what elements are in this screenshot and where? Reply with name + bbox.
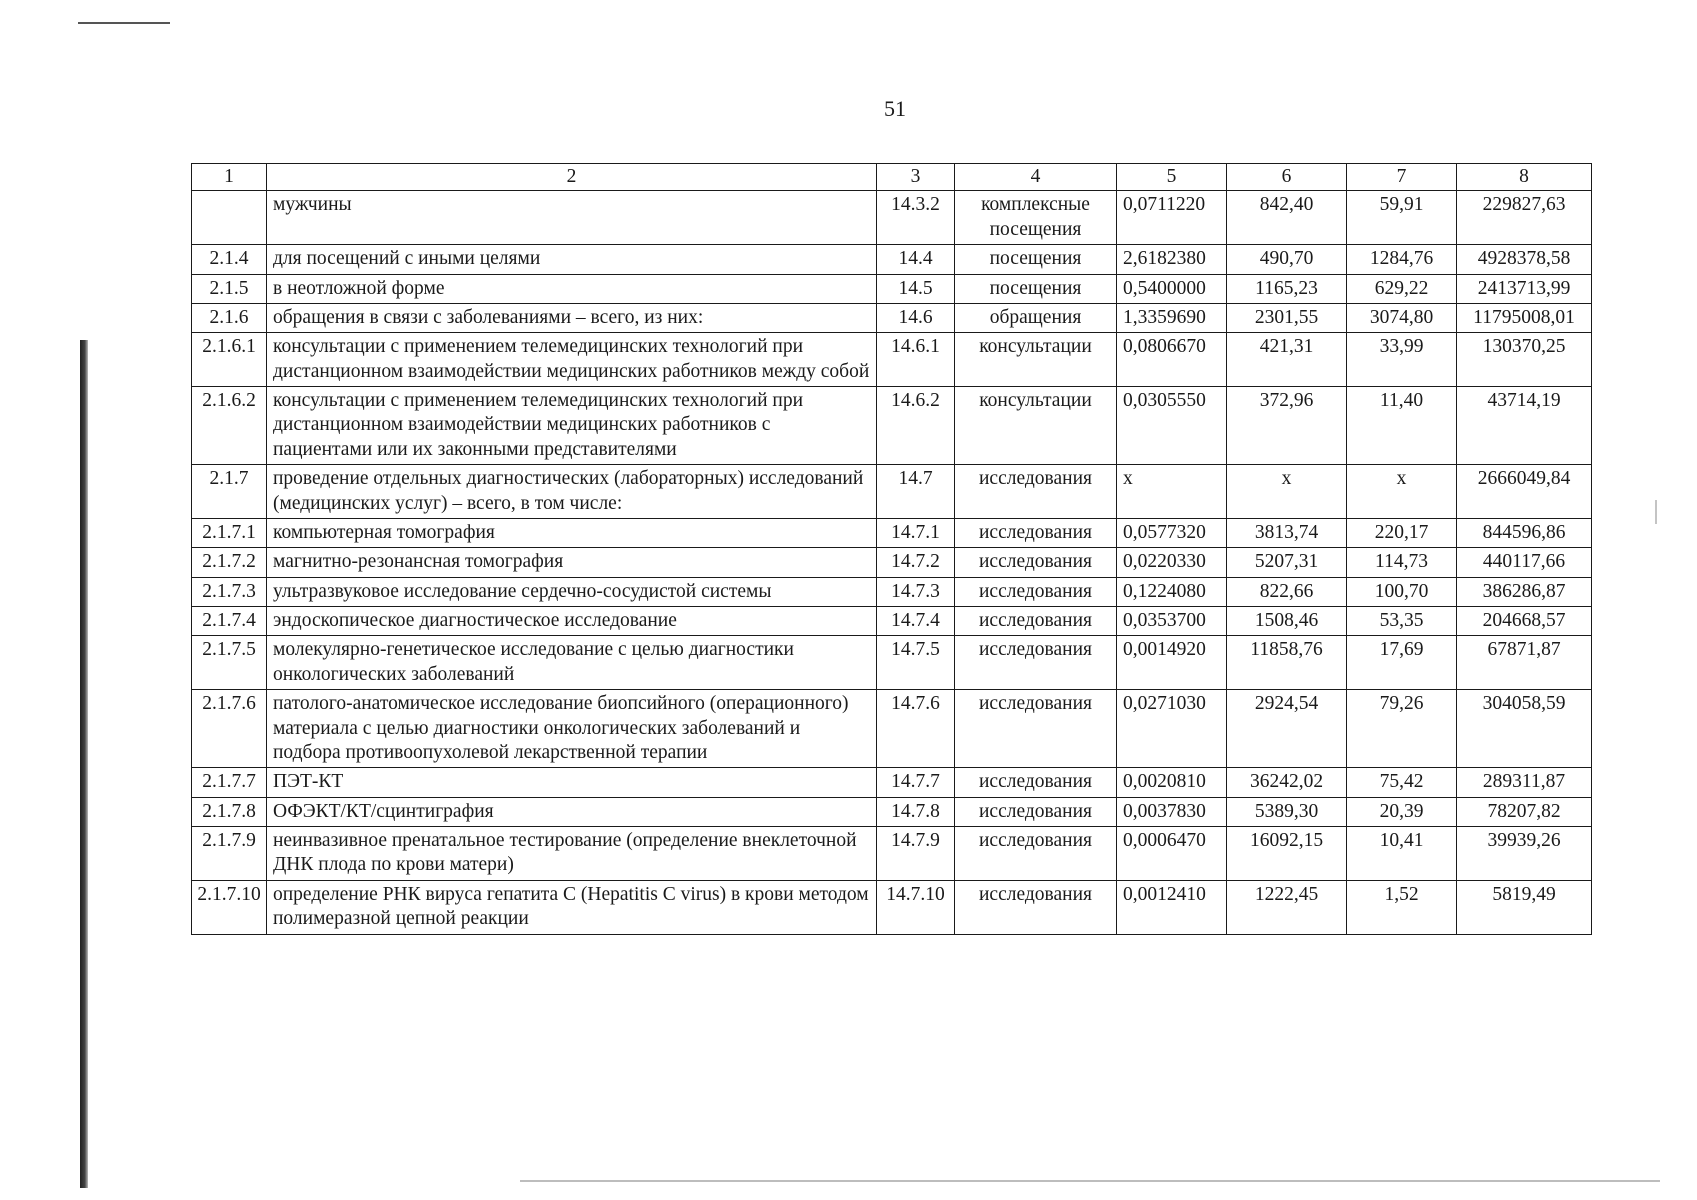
table-row bbox=[192, 768, 1592, 797]
row-value-col5: 0,1224080 bbox=[1117, 577, 1227, 606]
row-unit: исследования bbox=[955, 880, 1117, 934]
row-line-number: 14.6.2 bbox=[877, 387, 955, 465]
row-value-col6: 372,96 bbox=[1227, 387, 1347, 465]
row-value-col8: 289311,87 bbox=[1457, 768, 1592, 797]
row-code: 2.1.7.4 bbox=[192, 607, 267, 636]
row-unit: исследования bbox=[955, 465, 1117, 519]
row-code: 2.1.7.5 bbox=[192, 636, 267, 690]
row-value-col6: х bbox=[1227, 465, 1347, 519]
row-value-col8: 229827,63 bbox=[1457, 191, 1592, 245]
row-value-col8: 130370,25 bbox=[1457, 333, 1592, 387]
row-value-col6: 421,31 bbox=[1227, 333, 1347, 387]
row-unit: исследования bbox=[955, 690, 1117, 768]
row-name: проведение отдельных диагностических (лабораторных) исследований (медицинских услуг) – всего, в том числе: bbox=[267, 465, 877, 519]
row-unit: исследования bbox=[955, 577, 1117, 606]
row-value-col8: 11795008,01 bbox=[1457, 303, 1592, 332]
row-name: магнитно-резонансная томография bbox=[267, 548, 877, 577]
row-value-col7: 1,52 bbox=[1347, 880, 1457, 934]
row-line-number: 14.7.1 bbox=[877, 518, 955, 547]
table-row bbox=[192, 274, 1592, 303]
table-row bbox=[192, 880, 1592, 934]
row-value-col6: 842,40 bbox=[1227, 191, 1347, 245]
row-value-col7: 1284,76 bbox=[1347, 245, 1457, 274]
row-name: неинвазивное пренатальное тестирование (определение внеклеточной ДНК плода по крови матери) bbox=[267, 827, 877, 881]
row-value-col7: 10,41 bbox=[1347, 827, 1457, 881]
row-value-col7: 17,69 bbox=[1347, 636, 1457, 690]
row-value-col6: 822,66 bbox=[1227, 577, 1347, 606]
row-value-col8: 39939,26 bbox=[1457, 827, 1592, 881]
row-value-col5: 1,3359690 bbox=[1117, 303, 1227, 332]
row-unit: посещения bbox=[955, 245, 1117, 274]
scan-binding-shadow bbox=[80, 340, 88, 1188]
row-value-col6: 1165,23 bbox=[1227, 274, 1347, 303]
row-value-col7: 220,17 bbox=[1347, 518, 1457, 547]
table-row bbox=[192, 333, 1592, 387]
row-value-col8: 386286,87 bbox=[1457, 577, 1592, 606]
row-value-col7: 114,73 bbox=[1347, 548, 1457, 577]
row-value-col7: 75,42 bbox=[1347, 768, 1457, 797]
page-number: 51 bbox=[884, 96, 906, 121]
row-name: в неотложной форме bbox=[267, 274, 877, 303]
row-value-col5: 0,0353700 bbox=[1117, 607, 1227, 636]
row-value-col8: 2666049,84 bbox=[1457, 465, 1592, 519]
row-value-col7: 11,40 bbox=[1347, 387, 1457, 465]
row-unit: консультации bbox=[955, 333, 1117, 387]
row-value-col6: 16092,15 bbox=[1227, 827, 1347, 881]
table-body bbox=[192, 191, 1592, 934]
row-value-col6: 1222,45 bbox=[1227, 880, 1347, 934]
row-name: компьютерная томография bbox=[267, 518, 877, 547]
row-line-number: 14.7.4 bbox=[877, 607, 955, 636]
row-value-col5: 0,0220330 bbox=[1117, 548, 1227, 577]
row-value-col7: 59,91 bbox=[1347, 191, 1457, 245]
row-value-col5: 0,0006470 bbox=[1117, 827, 1227, 881]
row-line-number: 14.3.2 bbox=[877, 191, 955, 245]
column-header: 6 bbox=[1227, 164, 1347, 191]
row-code: 2.1.7.2 bbox=[192, 548, 267, 577]
row-value-col7: 79,26 bbox=[1347, 690, 1457, 768]
row-value-col8: 204668,57 bbox=[1457, 607, 1592, 636]
scan-edge-mark bbox=[520, 1180, 1660, 1182]
row-value-col5: 0,0014920 bbox=[1117, 636, 1227, 690]
row-value-col5: х bbox=[1117, 465, 1227, 519]
row-line-number: 14.7.8 bbox=[877, 797, 955, 826]
row-unit: исследования bbox=[955, 518, 1117, 547]
row-value-col7: 20,39 bbox=[1347, 797, 1457, 826]
row-value-col7: 33,99 bbox=[1347, 333, 1457, 387]
table-row bbox=[192, 797, 1592, 826]
table-row bbox=[192, 548, 1592, 577]
row-name: мужчины bbox=[267, 191, 877, 245]
row-unit: консультации bbox=[955, 387, 1117, 465]
table-row bbox=[192, 690, 1592, 768]
row-name: для посещений с иными целями bbox=[267, 245, 877, 274]
row-name: молекулярно-генетическое исследование с целью диагностики онкологических заболеваний bbox=[267, 636, 877, 690]
column-header: 4 bbox=[955, 164, 1117, 191]
row-value-col8: 2413713,99 bbox=[1457, 274, 1592, 303]
row-value-col8: 43714,19 bbox=[1457, 387, 1592, 465]
row-code: 2.1.7.9 bbox=[192, 827, 267, 881]
row-unit: обращения bbox=[955, 303, 1117, 332]
row-line-number: 14.6 bbox=[877, 303, 955, 332]
row-line-number: 14.5 bbox=[877, 274, 955, 303]
table-row bbox=[192, 607, 1592, 636]
row-code: 2.1.6.1 bbox=[192, 333, 267, 387]
row-unit: исследования bbox=[955, 548, 1117, 577]
row-code: 2.1.7.8 bbox=[192, 797, 267, 826]
table-row bbox=[192, 577, 1592, 606]
row-value-col8: 440117,66 bbox=[1457, 548, 1592, 577]
row-line-number: 14.7.10 bbox=[877, 880, 955, 934]
row-value-col7: 53,35 bbox=[1347, 607, 1457, 636]
row-value-col6: 2924,54 bbox=[1227, 690, 1347, 768]
scan-edge-mark bbox=[78, 22, 170, 24]
row-name: консультации с применением телемедицинских технологий при дистанционном взаимодействии медицинских работников между собой bbox=[267, 333, 877, 387]
row-value-col7: 629,22 bbox=[1347, 274, 1457, 303]
row-value-col5: 0,0711220 bbox=[1117, 191, 1227, 245]
row-value-col6: 5389,30 bbox=[1227, 797, 1347, 826]
row-value-col6: 490,70 bbox=[1227, 245, 1347, 274]
row-value-col5: 0,0012410 bbox=[1117, 880, 1227, 934]
row-value-col6: 3813,74 bbox=[1227, 518, 1347, 547]
row-line-number: 14.7.3 bbox=[877, 577, 955, 606]
row-value-col6: 11858,76 bbox=[1227, 636, 1347, 690]
row-line-number: 14.7.9 bbox=[877, 827, 955, 881]
row-name: ультразвуковое исследование сердечно-сосудистой системы bbox=[267, 577, 877, 606]
table-row bbox=[192, 245, 1592, 274]
data-table bbox=[191, 163, 1592, 935]
column-header: 3 bbox=[877, 164, 955, 191]
row-value-col7: х bbox=[1347, 465, 1457, 519]
row-value-col7: 100,70 bbox=[1347, 577, 1457, 606]
row-value-col5: 0,0806670 bbox=[1117, 333, 1227, 387]
column-header: 7 bbox=[1347, 164, 1457, 191]
row-name: ОФЭКТ/КТ/сцинтиграфия bbox=[267, 797, 877, 826]
row-value-col5: 0,0577320 bbox=[1117, 518, 1227, 547]
row-code bbox=[192, 191, 267, 245]
row-code: 2.1.5 bbox=[192, 274, 267, 303]
row-value-col5: 0,0020810 bbox=[1117, 768, 1227, 797]
row-code: 2.1.6 bbox=[192, 303, 267, 332]
row-value-col8: 67871,87 bbox=[1457, 636, 1592, 690]
row-unit: исследования bbox=[955, 797, 1117, 826]
table-row bbox=[192, 518, 1592, 547]
row-value-col5: 0,0037830 bbox=[1117, 797, 1227, 826]
row-unit: исследования bbox=[955, 768, 1117, 797]
row-code: 2.1.7.10 bbox=[192, 880, 267, 934]
column-header: 5 bbox=[1117, 164, 1227, 191]
row-value-col5: 0,0305550 bbox=[1117, 387, 1227, 465]
row-value-col8: 304058,59 bbox=[1457, 690, 1592, 768]
row-code: 2.1.4 bbox=[192, 245, 267, 274]
row-code: 2.1.7 bbox=[192, 465, 267, 519]
row-value-col5: 0,0271030 bbox=[1117, 690, 1227, 768]
row-value-col8: 78207,82 bbox=[1457, 797, 1592, 826]
row-line-number: 14.7.6 bbox=[877, 690, 955, 768]
row-value-col5: 0,5400000 bbox=[1117, 274, 1227, 303]
row-value-col6: 1508,46 bbox=[1227, 607, 1347, 636]
row-code: 2.1.6.2 bbox=[192, 387, 267, 465]
row-code: 2.1.7.3 bbox=[192, 577, 267, 606]
row-unit: исследования bbox=[955, 636, 1117, 690]
row-unit: исследования bbox=[955, 607, 1117, 636]
row-value-col7: 3074,80 bbox=[1347, 303, 1457, 332]
row-unit: исследования bbox=[955, 827, 1117, 881]
row-name: обращения в связи с заболеваниями – всего, из них: bbox=[267, 303, 877, 332]
row-value-col8: 5819,49 bbox=[1457, 880, 1592, 934]
row-code: 2.1.7.7 bbox=[192, 768, 267, 797]
row-value-col6: 2301,55 bbox=[1227, 303, 1347, 332]
row-line-number: 14.7.5 bbox=[877, 636, 955, 690]
row-unit: посещения bbox=[955, 274, 1117, 303]
row-line-number: 14.7.7 bbox=[877, 768, 955, 797]
row-line-number: 14.6.1 bbox=[877, 333, 955, 387]
column-header: 8 bbox=[1457, 164, 1592, 191]
table-row bbox=[192, 827, 1592, 881]
row-name: ПЭТ-КТ bbox=[267, 768, 877, 797]
row-unit: комплексные посещения bbox=[955, 191, 1117, 245]
scan-edge-mark bbox=[1655, 500, 1657, 524]
row-line-number: 14.4 bbox=[877, 245, 955, 274]
row-line-number: 14.7.2 bbox=[877, 548, 955, 577]
row-name: определение РНК вируса гепатита С (Hepatitis C virus) в крови методом полимеразной цепной реакции bbox=[267, 880, 877, 934]
row-value-col5: 2,6182380 bbox=[1117, 245, 1227, 274]
row-value-col8: 4928378,58 bbox=[1457, 245, 1592, 274]
table-row bbox=[192, 303, 1592, 332]
row-code: 2.1.7.6 bbox=[192, 690, 267, 768]
column-header: 2 bbox=[267, 164, 877, 191]
column-header: 1 bbox=[192, 164, 267, 191]
row-name: патолого-анатомическое исследование биопсийного (операционного) материала с целью диагностики онкологических заболеваний и подбора противоопухолевой лекарственной терапии bbox=[267, 690, 877, 768]
row-value-col6: 36242,02 bbox=[1227, 768, 1347, 797]
table-header-row bbox=[192, 164, 1592, 191]
table-row bbox=[192, 191, 1592, 245]
row-value-col8: 844596,86 bbox=[1457, 518, 1592, 547]
row-name: эндоскопическое диагностическое исследование bbox=[267, 607, 877, 636]
table-row bbox=[192, 387, 1592, 465]
table-row bbox=[192, 465, 1592, 519]
row-name: консультации с применением телемедицинских технологий при дистанционном взаимодействии медицинских работников с пациентами или их законными представителями bbox=[267, 387, 877, 465]
row-value-col6: 5207,31 bbox=[1227, 548, 1347, 577]
row-line-number: 14.7 bbox=[877, 465, 955, 519]
row-code: 2.1.7.1 bbox=[192, 518, 267, 547]
table-row bbox=[192, 636, 1592, 690]
